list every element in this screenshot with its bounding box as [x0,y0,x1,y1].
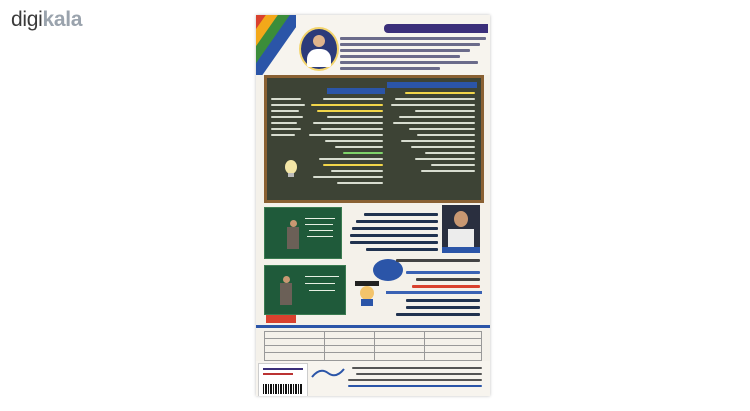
logo-part-digi: digi [11,8,43,31]
lightbulb-icon [285,160,297,174]
distribution-table [264,331,482,361]
publisher-mini-logo [266,315,296,323]
chalkboard-contents [264,75,484,203]
video-thumbnail-2 [264,265,346,315]
barcode-icon [263,384,303,394]
cover-footer [256,361,490,396]
header-bullet-text [340,37,486,73]
contents-column-far-left [271,98,307,140]
color-stripes-decoration [256,15,296,75]
cover-header [256,15,490,75]
product-image-book-back-cover[interactable] [256,15,490,396]
graduate-mascot-icon [351,279,383,307]
contents-column-left [305,98,383,188]
chalkboard-heading-right [387,82,477,88]
contents-column-right [385,92,475,176]
teacher-photo [442,205,480,253]
video-thumbnail-1 [264,207,342,259]
digikala-logo[interactable] [11,9,82,30]
header-banner [384,24,488,33]
publisher-logo-icon [310,365,346,379]
teacher-avatar-illustration [299,27,339,71]
dvd-badge-icon [373,259,403,281]
logo-part-kala: kala [42,8,83,31]
publisher-box-with-barcode [258,363,308,396]
chalkboard-heading-left [327,88,385,94]
